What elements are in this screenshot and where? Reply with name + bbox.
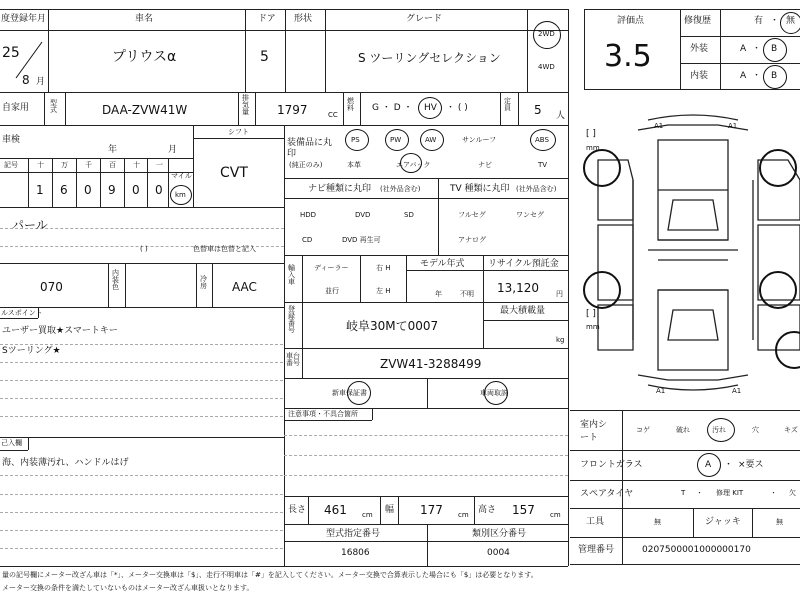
sales-point-label: ルスポイント — [1, 309, 43, 317]
kg-unit: kg — [556, 336, 565, 344]
interior-dot: ・ — [752, 71, 762, 81]
line — [124, 158, 125, 207]
tv-analog: アナログ — [458, 236, 486, 244]
tools-value: 無 — [654, 518, 661, 526]
navi-hdd: HDD — [300, 211, 317, 219]
line — [406, 270, 568, 271]
odometer-digit: 1 — [36, 183, 44, 197]
height-value: 157 — [512, 503, 535, 517]
color-value: パール — [12, 218, 48, 232]
navi-dvd-play: DVD 再生可 — [342, 236, 381, 244]
tv-type-label: TV 種類に丸印 — [450, 184, 510, 194]
tv-type-sub: (社外品含む) — [516, 185, 557, 193]
score-value: 3.5 — [604, 39, 652, 74]
line — [398, 496, 399, 524]
equip-abs: ABS — [535, 136, 549, 144]
equip-tv: TV — [538, 161, 548, 169]
import-heiko: 並行 — [325, 287, 339, 295]
line — [76, 158, 77, 207]
line — [100, 158, 101, 207]
exterior-b: B — [771, 44, 778, 54]
max-load-label: 最大積載量 — [500, 306, 546, 316]
inspector-line-1: 海、内装薄汚れ、ハンドルはげ — [2, 458, 129, 468]
color-code: 070 — [40, 280, 63, 294]
line — [168, 158, 169, 207]
line — [0, 207, 284, 208]
line — [284, 524, 568, 525]
damage-a1-4: A1 — [732, 387, 742, 395]
manual-label: 車両取説 — [480, 389, 508, 397]
diagram-mm-2: mm — [586, 323, 600, 331]
navi-type-sub: (社外品含む) — [380, 185, 421, 193]
interior-a: A — [740, 71, 747, 81]
equip-airbag: エアバック — [396, 161, 431, 169]
seat-kizu: キズ — [784, 426, 798, 434]
equipment-label: 装備品に丸印 — [287, 138, 333, 159]
exterior-a: A — [740, 44, 747, 54]
cc-unit: CC — [328, 111, 338, 119]
line — [302, 255, 303, 348]
usage-label: 自家用 — [2, 103, 30, 113]
line — [255, 92, 256, 125]
seat-yabure: 破れ — [676, 426, 690, 434]
model-year-unit: 年 — [435, 290, 442, 298]
line — [693, 508, 694, 537]
line — [284, 348, 568, 349]
model-year-unknown: 不明 — [460, 290, 474, 298]
line — [212, 263, 213, 307]
glass-a: A — [705, 460, 712, 470]
seat-koge: コゲ — [636, 426, 650, 434]
line — [570, 410, 800, 411]
displacement-value: 1797 — [277, 103, 308, 117]
registration-year: 25 — [2, 45, 20, 61]
line — [108, 263, 109, 307]
inspector-label: 己入欄 — [1, 439, 22, 447]
line — [427, 378, 428, 408]
car-name-label: 車名 — [135, 14, 154, 24]
diagram-mm-1: mm — [586, 144, 600, 152]
line — [0, 318, 38, 319]
line — [28, 437, 29, 450]
repair-yes: 有 — [754, 16, 764, 26]
odometer-digit-label: 千 — [85, 161, 92, 169]
car-name: プリウスα — [112, 49, 177, 65]
tv-oneseg: ワンセグ — [516, 211, 544, 219]
class-spec-value: 0004 — [487, 548, 510, 558]
line — [284, 496, 568, 497]
line — [65, 92, 66, 125]
line — [570, 564, 800, 565]
line — [48, 9, 49, 92]
exterior-dot: ・ — [752, 44, 762, 54]
repair-label: 修復歴 — [684, 16, 712, 26]
car-body-diagram — [578, 100, 800, 400]
spare-kit: 修理 KIT — [716, 489, 744, 497]
mile-label: マイル — [171, 172, 192, 180]
navi-dvd: DVD — [355, 211, 371, 219]
line — [284, 408, 568, 409]
line — [284, 378, 568, 379]
line — [380, 496, 381, 524]
equip-ps: PS — [351, 136, 360, 144]
odometer-digit-label: 百 — [109, 161, 116, 169]
damage-a1-2: A1 — [728, 122, 738, 130]
shaken-label: 車検 — [2, 135, 21, 145]
equip-navi: ナビ — [478, 161, 492, 169]
line — [527, 9, 528, 92]
equipment-sublabel: (純正のみ) — [289, 161, 323, 169]
equip-sunroof: サンルーフ — [462, 136, 497, 144]
border-right — [568, 9, 569, 566]
model-year-label: モデル年式 — [420, 259, 465, 269]
length-value: 461 — [324, 503, 347, 517]
doors-label: ドア — [258, 14, 276, 24]
line — [570, 450, 800, 451]
line — [325, 9, 326, 92]
shaken-year: 年 — [108, 145, 118, 155]
line — [193, 138, 284, 139]
line — [238, 92, 239, 125]
line — [474, 496, 475, 524]
line — [570, 508, 800, 509]
line — [680, 63, 800, 64]
line — [372, 408, 373, 420]
equip-leather: 本革 — [347, 161, 361, 169]
chassis-label: 車台番号 — [286, 352, 300, 367]
line — [360, 255, 361, 302]
odometer-digit: 9 — [108, 183, 116, 197]
odometer-digit-label: 万 — [61, 161, 68, 169]
recycle-unit: 円 — [556, 290, 563, 298]
registration-month: 8 — [22, 73, 30, 87]
manage-label: 管理番号 — [578, 545, 615, 555]
line — [680, 9, 681, 89]
damage-a1-1: A1 — [654, 122, 664, 130]
line — [483, 255, 484, 302]
import-right: 右 H — [376, 264, 391, 272]
line — [284, 302, 568, 303]
glass-x: ×要ス — [738, 460, 764, 470]
fuel-label: 燃料 — [347, 97, 354, 112]
type-spec-value: 16806 — [341, 548, 370, 558]
diagram-bracket-2: [ ] — [586, 309, 596, 319]
registration-month-unit: 月 — [36, 77, 46, 87]
glass-dot: ・ — [724, 460, 734, 470]
spare-missing: 欠 — [789, 489, 796, 497]
navi-cd: CD — [302, 236, 313, 244]
odometer-digit-label: 十 — [37, 161, 44, 169]
odometer-digit-label: 一 — [156, 161, 163, 169]
interior-b: B — [771, 71, 778, 81]
line — [0, 437, 284, 438]
line — [680, 36, 800, 37]
spare-dot: ・ — [696, 489, 703, 497]
spare-t: T — [681, 489, 686, 497]
jack-value: 無 — [776, 518, 783, 526]
manage-value: 0207500001000000170 — [642, 545, 751, 555]
spare-dot2: ・ — [770, 489, 777, 497]
score-label: 評価点 — [617, 16, 645, 26]
fuel-options: G ・ D ・ — [372, 103, 413, 113]
line — [125, 263, 126, 307]
drive-4wd: 4WD — [538, 63, 555, 71]
line — [720, 9, 721, 89]
color-paren: ( ) — [140, 245, 148, 253]
line — [584, 9, 800, 10]
capacity-label: 定員 — [504, 97, 511, 112]
line — [343, 92, 344, 125]
odometer-digit: 0 — [155, 183, 163, 197]
line — [0, 263, 284, 264]
displacement-label: 排気量 — [242, 94, 249, 116]
line — [438, 178, 439, 255]
line — [284, 420, 372, 421]
grade-label: グレード — [406, 14, 443, 24]
line — [518, 92, 519, 125]
doors-value: 5 — [260, 49, 269, 65]
line — [284, 541, 568, 542]
exterior-label: 外装 — [690, 44, 709, 54]
capacity-value: 5 — [534, 103, 542, 117]
capacity-unit: 人 — [556, 111, 566, 121]
interior-label: 内装 — [690, 71, 709, 81]
seat-yogore: 汚れ — [712, 426, 726, 434]
line — [147, 158, 148, 207]
line — [570, 480, 800, 481]
odometer-digit: 6 — [60, 183, 68, 197]
line — [308, 496, 309, 524]
odometer-digit: 0 — [132, 183, 140, 197]
damage-a1-3: A1 — [656, 387, 666, 395]
height-label: 高さ — [478, 505, 497, 515]
line — [284, 178, 568, 179]
length-label: 長さ — [288, 505, 307, 515]
footer-line-1: 量の記号欄にメーター改ざん車は「*」、メーター交換車は「$」、走行不明車は「#」を記入してください。メーター交換で合算表示した場合にも「$」は必要となります。 — [2, 571, 538, 579]
chassis-value: ZVW41-3288499 — [380, 357, 482, 371]
jack-label: ジャッキ — [705, 517, 741, 527]
recycle-label: リサイクル預託金 — [488, 259, 559, 269]
color-note: 色替車は色替と記入 — [193, 245, 256, 253]
sales-line-1: ユーザー買取★スマートキー — [2, 326, 118, 336]
line — [0, 30, 568, 31]
shift-label: シフト — [228, 128, 249, 136]
line — [427, 524, 428, 566]
line — [245, 9, 246, 92]
odometer-sign-label: 記号 — [4, 161, 18, 169]
interior-color-label: 内装色 — [112, 269, 119, 291]
navi-sd: SD — [404, 211, 414, 219]
footer-line-2: メーター交換の条件を満たしていないものはメーター改ざん車扱いとなります。 — [2, 584, 254, 592]
diagram-bracket-1: [ ] — [586, 129, 596, 139]
repair-dot: ・ — [770, 16, 780, 26]
recycle-value: 13,120 — [497, 281, 539, 295]
line — [0, 450, 28, 451]
line — [44, 92, 45, 125]
line — [285, 9, 286, 92]
import-dealer: ディーラー — [314, 264, 349, 272]
border-top — [0, 9, 568, 10]
km-unit: km — [175, 191, 186, 199]
line — [28, 158, 29, 207]
tv-fullseg: フルセグ — [458, 211, 486, 219]
odometer-digit-label: 十 — [133, 161, 140, 169]
shape-label: 形状 — [294, 14, 313, 24]
glass-label: フロントガラス — [580, 460, 643, 470]
warranty-label: 新車保証書 — [332, 389, 367, 397]
line — [584, 9, 585, 89]
repair-none: 無 — [786, 16, 796, 26]
width-value: 177 — [420, 503, 443, 517]
registration-slash — [14, 40, 44, 80]
shift-value: CVT — [220, 165, 248, 181]
drive-2wd: 2WD — [538, 30, 555, 38]
line — [52, 158, 53, 207]
registration-label: 度登録年月 — [1, 14, 47, 24]
line — [483, 302, 484, 348]
navi-type-label: ナビ種類に丸印 — [308, 184, 372, 194]
shaken-month: 月 — [168, 145, 178, 155]
model-type-label: 型式 — [50, 99, 57, 114]
fuel-other: ・ ( ) — [446, 103, 468, 113]
model-type: DAA-ZVW41W — [102, 103, 188, 117]
tools-label: 工具 — [586, 517, 605, 527]
line — [0, 92, 568, 93]
line — [360, 92, 361, 125]
width-unit: cm — [458, 511, 469, 519]
line — [500, 92, 501, 125]
class-spec-label: 類別区分番号 — [472, 529, 527, 539]
spare-label: スペアタイヤ — [580, 489, 634, 499]
import-left: 左 H — [376, 287, 391, 295]
line — [483, 320, 568, 321]
seat-ana: 穴 — [752, 426, 759, 434]
width-label: 幅 — [385, 505, 395, 515]
notes-label: 注意事項・不具合箇所 — [288, 410, 358, 418]
line — [622, 410, 623, 564]
border-bottom — [0, 566, 568, 567]
line — [570, 537, 800, 538]
type-spec-label: 型式指定番号 — [326, 529, 381, 539]
odometer-digit: 0 — [84, 183, 92, 197]
equip-aw: AW — [425, 136, 437, 144]
plate-label: 登録番号 — [288, 305, 295, 334]
height-unit: cm — [550, 511, 561, 519]
plate-value: 岐阜30Mて0007 — [346, 319, 439, 333]
fuel-hv: HV — [424, 103, 437, 113]
line — [284, 198, 568, 199]
ac-label: 冷房 — [200, 275, 207, 290]
seat-label: 室内シート — [580, 420, 608, 443]
line — [406, 255, 407, 302]
line — [752, 508, 753, 537]
length-unit: cm — [362, 511, 373, 519]
line — [0, 307, 284, 308]
sales-line-2: Sツーリング★ — [2, 346, 61, 356]
line — [284, 255, 568, 256]
line — [584, 89, 800, 90]
equip-pw: PW — [390, 136, 402, 144]
line — [196, 263, 197, 307]
import-label: 輸入車 — [288, 264, 295, 286]
ac-value: AAC — [232, 280, 257, 294]
grade-value: S ツーリングセレクション — [358, 51, 501, 65]
line — [284, 125, 285, 566]
